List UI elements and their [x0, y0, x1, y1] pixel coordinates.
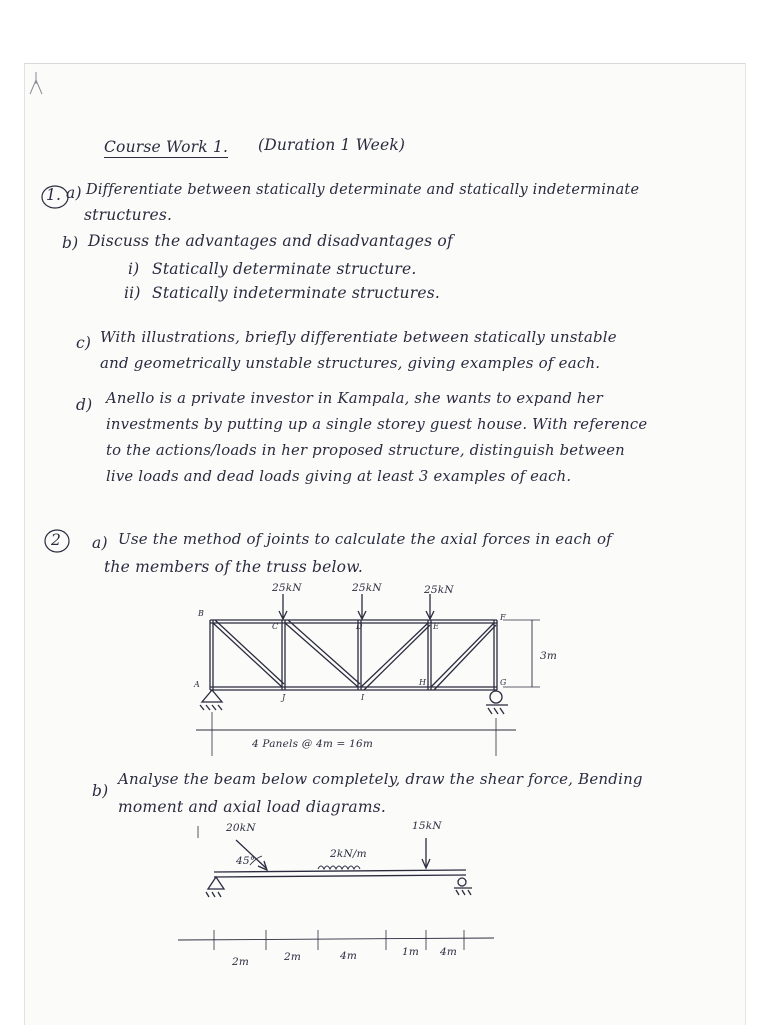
- beam-udl-label: 2kN/m: [330, 848, 367, 860]
- truss-node-E: E: [433, 622, 440, 631]
- question-2a-text-line1: Use the method of joints to calculate the axial forces in each of: [118, 530, 612, 548]
- member-BJ: [213, 623, 282, 687]
- member-HF-inner: [434, 625, 496, 690]
- truss-node-I: I: [361, 693, 365, 702]
- question-1b-ii-label: ii): [124, 284, 141, 302]
- question-2-number: 2: [51, 531, 62, 549]
- question-2b-label: b): [92, 782, 109, 800]
- beam-dim-1: 2m: [232, 956, 250, 968]
- beam-roller-support: [458, 878, 466, 886]
- question-2b-text-line1: Analyse the beam below completely, draw the shear force, Bending: [118, 770, 643, 788]
- roller-hatch: [488, 708, 504, 714]
- beam-load-20kn-label: 20kN: [226, 822, 256, 834]
- truss-diagram: [196, 594, 540, 756]
- question-1a-label: a): [66, 184, 82, 202]
- question-1a-text-line2: structures.: [84, 206, 173, 224]
- member-HF: [431, 623, 494, 687]
- question-1b-text: Discuss the advantages and disadvantages of: [88, 232, 453, 250]
- beam-load-15kn-label: 15kN: [412, 820, 442, 832]
- udl-symbol: [318, 866, 360, 869]
- beam-dim-3: 4m: [340, 950, 358, 962]
- question-1d-text-line3: to the actions/loads in her proposed structure, distinguish between: [106, 442, 625, 459]
- beam-angle-label: 45°: [236, 855, 256, 867]
- beam-dim-2: 2m: [284, 951, 302, 963]
- truss-node-C: C: [272, 622, 279, 631]
- beam-top: [214, 870, 466, 872]
- truss-node-G: G: [500, 678, 507, 687]
- question-2a-label: a): [92, 534, 108, 552]
- margin-mark: [30, 72, 42, 94]
- beam-dim-5: 4m: [440, 946, 458, 958]
- question-1-number: 1.: [46, 186, 62, 204]
- question-1b-ii-text: Statically indeterminate structures.: [152, 284, 440, 302]
- member-CI: [285, 623, 358, 687]
- truss-load-1-label: 25kN: [272, 582, 302, 594]
- beam-dimension-line: [178, 938, 494, 940]
- question-1c-label: c): [76, 334, 92, 352]
- member-IE: [361, 623, 428, 687]
- pin-support-A: [202, 690, 222, 702]
- truss-node-D: D: [356, 622, 363, 631]
- truss-node-A: A: [194, 680, 200, 689]
- question-1b-i-label: i): [128, 260, 140, 278]
- beam-pin-hatch: [206, 892, 221, 897]
- beam-pin-support: [208, 877, 224, 889]
- truss-load-2-label: 25kN: [352, 582, 382, 594]
- question-1d-text-line4: live loads and dead loads giving at least 3 examples of each.: [106, 468, 572, 485]
- question-2b-text-line2: moment and axial load diagrams.: [118, 798, 387, 816]
- truss-node-B: B: [198, 609, 205, 618]
- page-title: Course Work 1.: [104, 138, 229, 156]
- question-1c-text-line1: With illustrations, briefly differentiate between statically unstable: [100, 328, 617, 346]
- roller-support-G: [490, 691, 502, 703]
- question-1d-text-line2: investments by putting up a single storey guest house. With reference: [106, 416, 648, 433]
- truss-span-label: 4 Panels @ 4m = 16m: [252, 738, 373, 750]
- beam-roller-hatch: [456, 890, 471, 895]
- beam-diagram: [178, 826, 494, 950]
- question-2a-text-line2: the members of the truss below.: [104, 558, 363, 576]
- duration-note: (Duration 1 Week): [258, 136, 406, 154]
- question-1b-label: b): [62, 234, 79, 252]
- beam-dim-4: 1m: [402, 946, 420, 958]
- truss-node-H: H: [419, 678, 427, 687]
- pin-support-hatch: [200, 705, 222, 710]
- question-1d-label: d): [76, 396, 93, 414]
- question-1a-text-line1: Differentiate between statically determinate and statically indeterminate: [86, 182, 640, 198]
- question-1d-text-line1: Anello is a private investor in Kampala, she wants to expand her: [106, 390, 603, 407]
- question-1c-text-line2: and geometrically unstable structures, giving examples of each.: [100, 354, 601, 372]
- truss-node-J: J: [282, 693, 286, 702]
- member-CI-inner: [288, 620, 360, 684]
- truss-load-3-label: 25kN: [424, 584, 454, 596]
- beam-bottom: [214, 875, 466, 877]
- question-1b-i-text: Statically determinate structure.: [152, 260, 417, 278]
- truss-node-F: F: [500, 613, 506, 622]
- truss-height-label: 3m: [540, 650, 558, 662]
